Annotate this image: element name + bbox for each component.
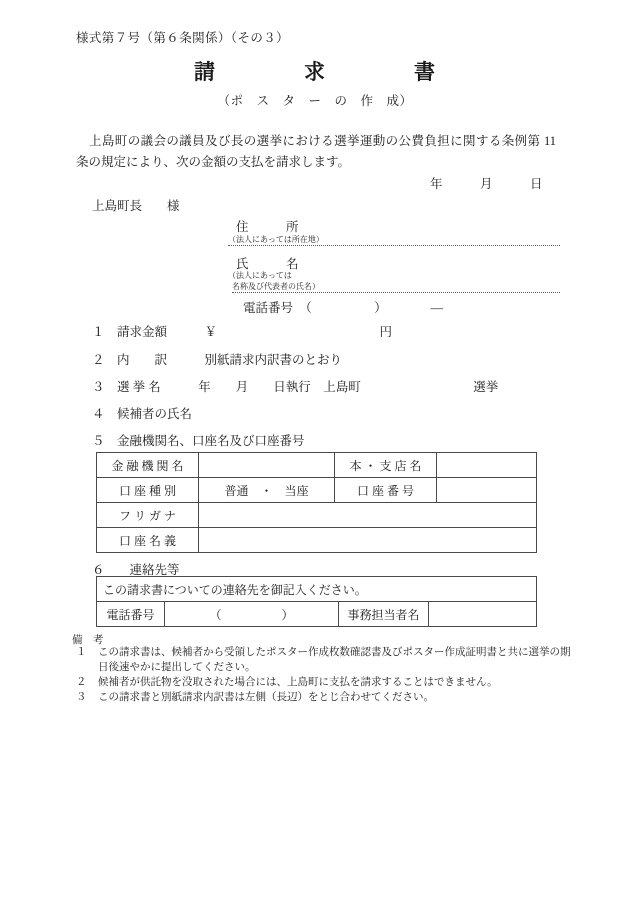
list-item	[72, 690, 572, 705]
table-row	[97, 453, 537, 478]
account-number-label: 口 座 番 号	[335, 478, 437, 503]
remark-text: この請求書は、候補者から受領したポスター作成枚数確認書及びポスター作成証明書と共に選挙の期日後速やかに提出してください。	[98, 647, 571, 673]
remarks-list	[72, 645, 572, 705]
furigana-label: フ リ ガ ナ	[97, 503, 199, 528]
address-note: （法人にあっては所在地）	[228, 235, 324, 244]
item-2-breakdown: ２ 内 訳 別紙請求内訳書のとおり	[92, 353, 343, 367]
bank-name-label: 金 融 機 関 名	[97, 453, 199, 478]
date-line: 年 月 日	[430, 177, 543, 191]
contact-tel-input[interactable]: （ ）	[165, 602, 339, 627]
account-type-options[interactable]: 普通 ・ 当座	[199, 478, 335, 503]
name-label: 氏 名	[236, 257, 299, 271]
intro-paragraph: 上島町の議会の議員及び長の選挙における選挙運動の公費負担に関する条例第 11 条の規定により、次の金額の支払を請求します。	[76, 134, 556, 169]
item-5-bank-heading: ５ 金融機関名、口座名及び口座番号	[92, 434, 305, 448]
contact-staff-input[interactable]	[429, 602, 537, 627]
table-row	[97, 503, 537, 528]
contact-instruction: この請求書についての連絡先を御記入ください。	[97, 577, 537, 602]
item-4-candidate-name: ４ 候補者の氏名	[92, 407, 193, 421]
page-subtitle: （ポ ス タ ー の 作 成）	[217, 94, 413, 108]
furigana-input[interactable]	[199, 503, 537, 528]
account-holder-input[interactable]	[199, 528, 537, 553]
table-row	[97, 528, 537, 553]
account-holder-label: 口 座 名 義	[97, 528, 199, 553]
contact-tel-label: 電話番号	[97, 602, 165, 627]
table-row	[97, 602, 537, 627]
name-dotted-line	[232, 292, 560, 293]
table-row	[97, 478, 537, 503]
item-1-claim-amount: １ 請求金額 ￥ 円	[92, 325, 393, 339]
item-6-contact-heading: ６ 連絡先等	[92, 563, 180, 577]
bank-name-input[interactable]	[199, 453, 335, 478]
page-title: 請 求 書	[194, 60, 436, 84]
table-row	[97, 577, 537, 602]
list-item	[72, 675, 572, 690]
address-dotted-line	[228, 245, 560, 246]
applicant-telephone-line: 電話番号 （ ） ―	[243, 301, 444, 315]
remark-number: １	[76, 647, 87, 658]
remark-number: ３	[76, 692, 87, 703]
name-note-line-1: （法人にあっては	[228, 271, 292, 280]
address-label: 住 所	[236, 220, 299, 234]
account-type-label: 口 座 種 別	[97, 478, 199, 503]
contact-staff-label: 事務担当者名	[339, 602, 429, 627]
contact-table	[96, 576, 537, 627]
list-item	[72, 645, 572, 675]
form-number: 様式第７号（第６条関係）（その３）	[76, 31, 290, 45]
name-note-line-2: 名称及び代表者の氏名）	[232, 282, 320, 291]
remark-text: 候補者が供託物を没取された場合には、上島町に支払を請求することはできません。	[98, 677, 498, 688]
remark-number: ２	[76, 677, 87, 688]
remarks-heading: 備 考	[72, 635, 104, 646]
item-3-election-name: ３ 選 挙 名 年 月 日執行 上島町 選挙	[92, 380, 499, 394]
remark-text: この請求書と別紙請求内訳書は左側（長辺）をとじ合わせてください。	[98, 692, 434, 703]
bank-account-table	[96, 452, 537, 553]
account-number-input[interactable]	[437, 478, 537, 503]
branch-name-input[interactable]	[437, 453, 537, 478]
addressee-line: 上島町長 様	[92, 199, 180, 213]
branch-name-label: 本 ・ 支 店 名	[335, 453, 437, 478]
